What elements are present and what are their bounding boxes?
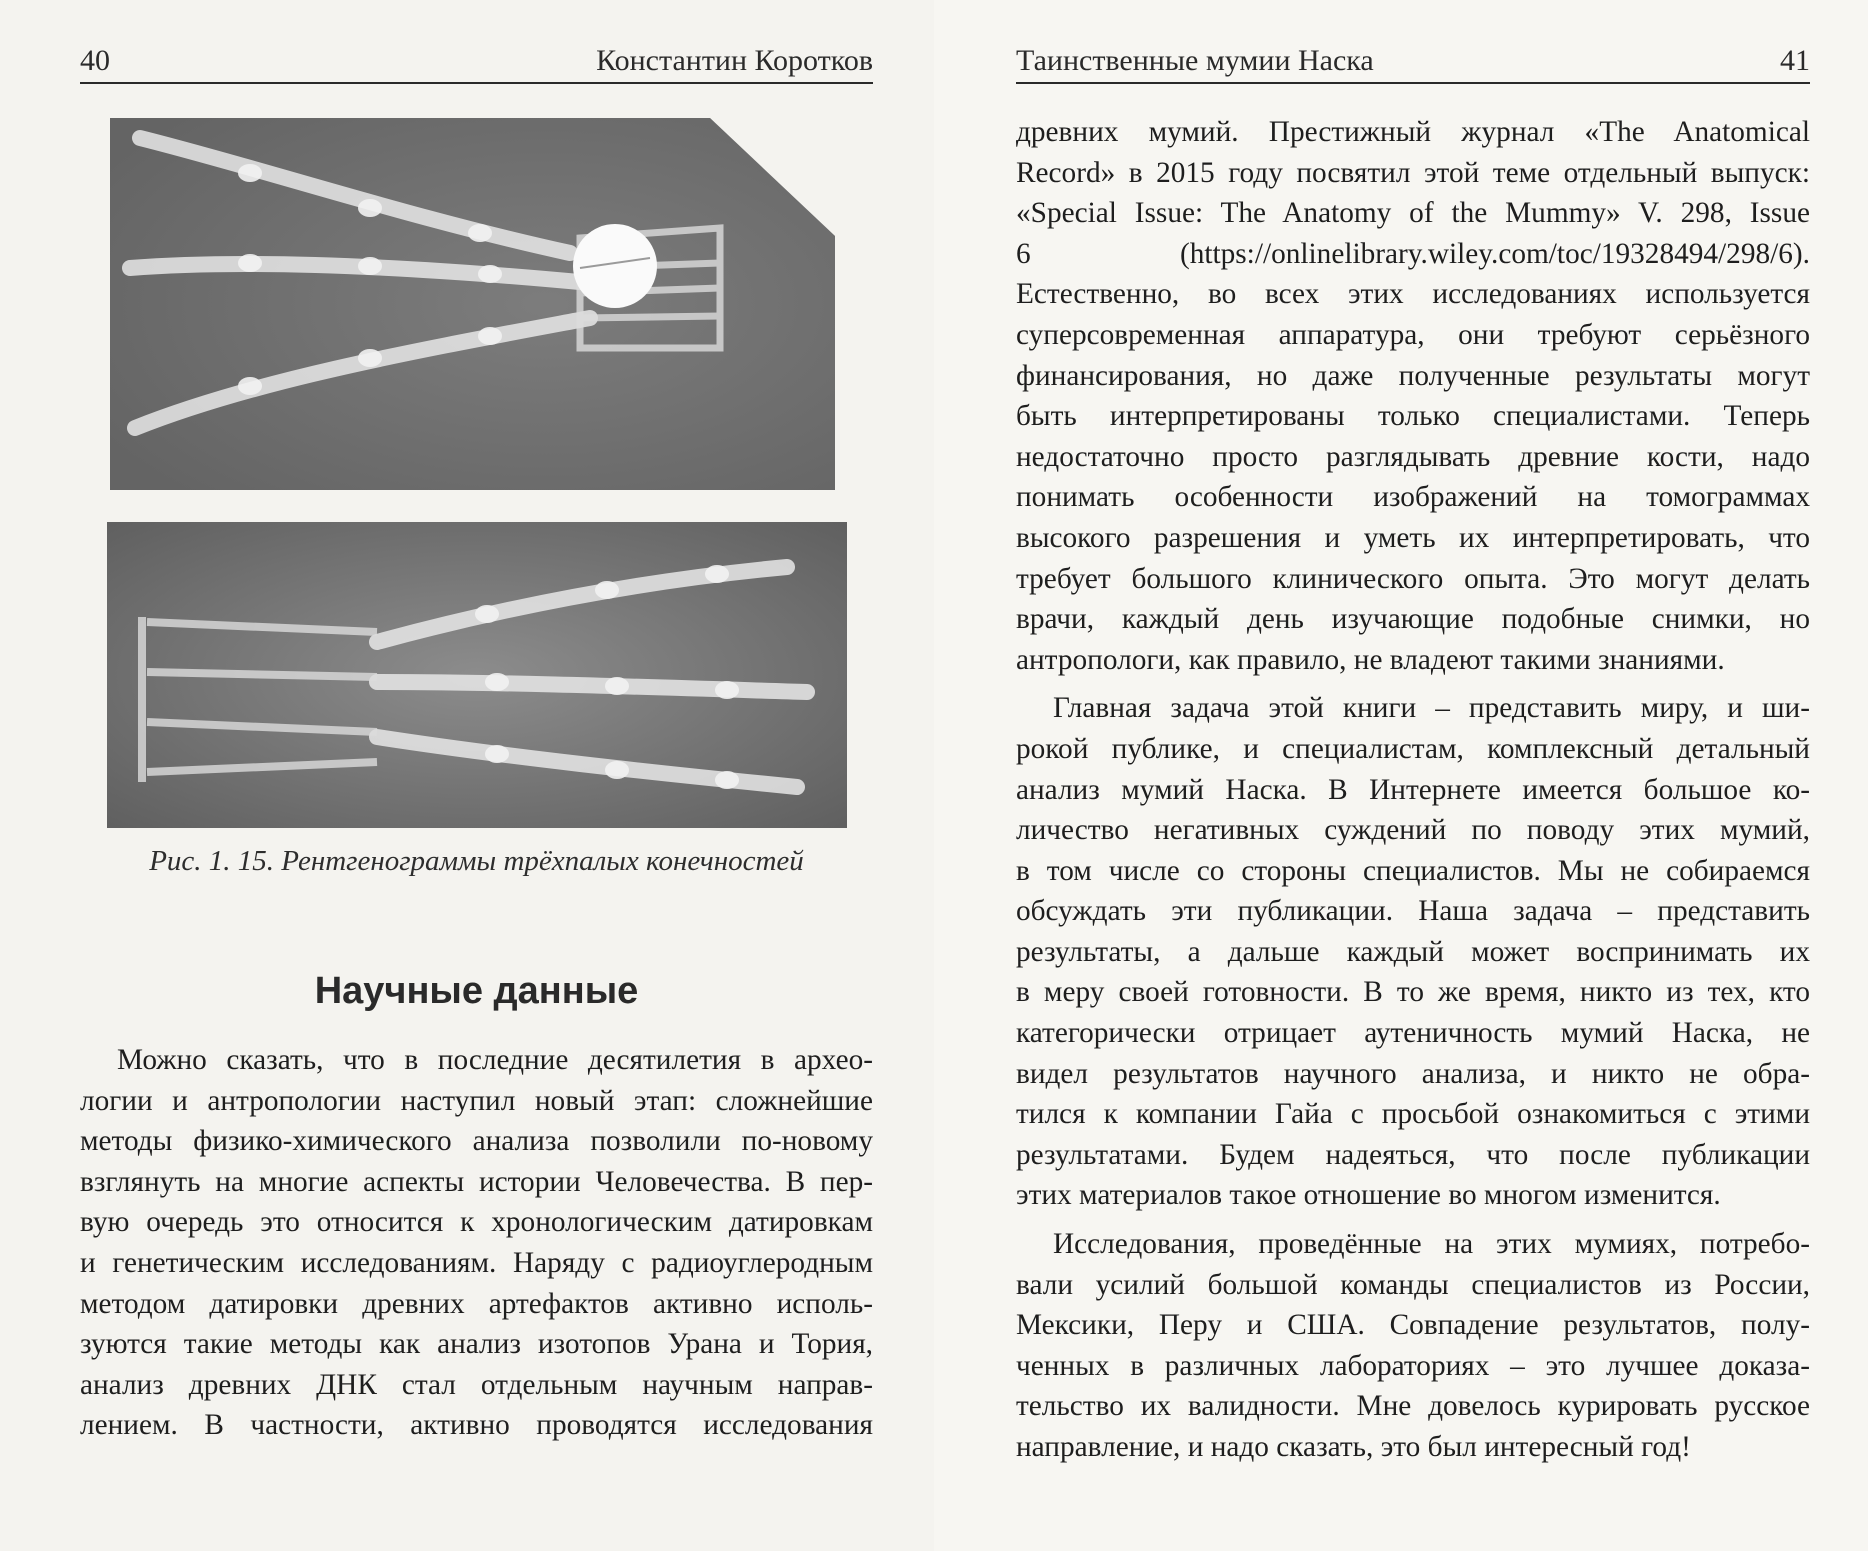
text-line: «Special Issue: The Anatomy of the Mummy» V. 298, Issue [1016,197,1810,230]
text-line: зуются такие методы как анализ изотопов Урана и Тория, [80,1328,873,1361]
text-line: тился к компании Гайа с просьбой ознакомиться с этими [1016,1098,1810,1131]
text-line: Естественно, во всех этих исследованиях используется [1016,278,1810,311]
left-running-head [80,30,873,84]
text-line: обсуждать эти публикации. Наша задача – представить [1016,895,1810,928]
text-line: направление, и надо сказать, это был интересный год! [1016,1431,1691,1463]
text-line: лением. В частности, активно проводятся исследования [80,1409,873,1442]
text-line: 6 (https://onlinelibrary.wiley.com/toc/19328494/298/6). [1016,237,1810,270]
text-line: личество негативных суждений по поводу этих мумий, [1016,814,1810,847]
text-line: понимать особенности изображений на томограммах [1016,481,1810,514]
text-line: Главная задача этой книги – представить миру, и ши- [1053,692,1810,725]
right-page [934,0,1868,1551]
text-line: анализ мумий Наска. В Интернете имеется большое ко- [1016,773,1810,806]
text-line: результаты, а дальше каждый может воспринимать их [1016,935,1810,968]
text-line: вую очередь это относится к хронологическим датировкам [80,1206,873,1239]
text-line: быть интерпретированы только специалистами. Теперь [1016,400,1810,433]
text-line: в меру своей готовности. В то же время, никто из тех, кто [1016,976,1810,1009]
text-line: методы физико-химического анализа позволили по-новому [80,1125,873,1158]
text-line: тельство их валидности. Мне довелось курировать русское [1016,1390,1810,1423]
text-line: результатами. Будем надеяться, что после публикации [1016,1138,1810,1171]
left-running-title: Константин Коротков [596,44,873,77]
text-line: Исследования, проведённые на этих мумиях, потребо- [1053,1228,1810,1261]
right-body-text [1016,112,1810,1468]
text-line: категорически отрицает аутеничность мумий Наска, не [1016,1017,1810,1050]
text-line: требует большого клинического опыта. Это могут делать [1016,562,1810,595]
right-running-title: Таинственные мумии Наска [1016,44,1374,77]
left-body-text [80,1040,873,1446]
xray-bottom-svg [107,522,847,828]
text-line: рокой публике, и специалистам, комплексный детальный [1016,732,1810,765]
text-line: высокого разрешения и уметь их интерпретировать, что [1016,521,1810,554]
text-line: Record» в 2015 году посвятил этой теме отдельный выпуск: [1016,156,1810,189]
section-title: Научные данные [314,970,639,1012]
right-running-head [1016,30,1810,84]
text-line: в том числе со стороны специалистов. Мы не собираемся [1016,854,1810,887]
text-line: методом датировки древних артефактов активно исполь- [80,1287,873,1320]
text-line: суперсовременная аппаратура, они требуют серьёзного [1016,318,1810,351]
xray-image-top [110,118,835,490]
text-line: врачи, каждый день изучающие подобные снимки, но [1016,603,1810,636]
text-line: анализ древних ДНК стал отдельным научным направ- [80,1368,873,1401]
text-line: этих материалов такое отношение во многом изменится. [1016,1179,1721,1212]
text-line: взглянуть на многие аспекты истории Человечества. В пер- [80,1165,873,1198]
text-line: вали усилий большой команды специалистов из России, [1016,1268,1810,1301]
xray-image-bottom [107,522,847,828]
xray-top-svg [110,118,835,490]
text-line: финансирования, но даже полученные результаты могут [1016,359,1810,392]
text-line: видел результатов научного анализа, и никто не обра- [1016,1057,1810,1090]
text-line: ченных в различных лабораториях – это лучшее доказа- [1016,1349,1810,1382]
figure-caption: Рис. 1. 15. Рентгенограммы трёхпалых конечностей [149,845,804,877]
text-line: логии и антропологии наступил новый этап: сложнейшие [80,1084,873,1117]
right-page-number: 41 [1780,44,1810,77]
text-line: антропологи, как правило, не владеют такими знаниями. [1016,643,1725,676]
text-line: и генетическим исследованиям. Наряду с радиоуглеродным [80,1246,873,1279]
text-line: древних мумий. Престижный журнал «The Anatomical [1016,116,1810,148]
text-line: недостаточно просто разглядывать древние кости, надо [1016,440,1810,473]
text-line: Мексики, Перу и США. Совпадение результатов, полу- [1016,1309,1810,1342]
left-page-number: 40 [80,44,110,77]
text-line: Можно сказать, что в последние десятилетия в архео- [117,1044,873,1076]
